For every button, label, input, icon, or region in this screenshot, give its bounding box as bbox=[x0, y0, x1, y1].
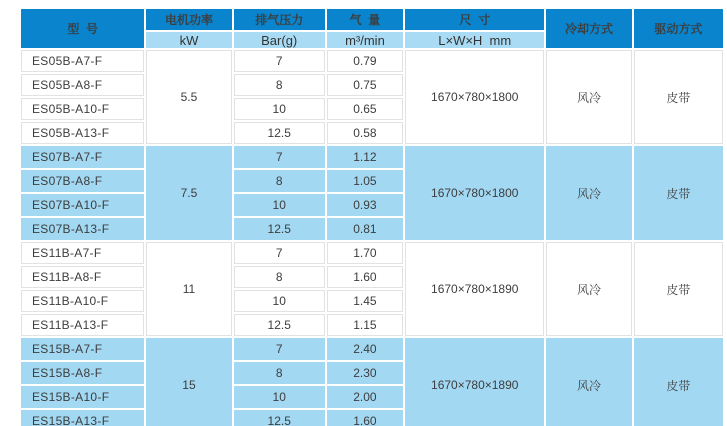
drive-cell: 皮带 bbox=[634, 242, 723, 336]
cooling-cell: 风冷 bbox=[546, 146, 631, 240]
power-cell: 5.5 bbox=[146, 50, 231, 144]
volume-cell: 2.30 bbox=[327, 362, 403, 384]
cooling-cell: 风冷 bbox=[546, 242, 631, 336]
pressure-cell: 7 bbox=[234, 146, 325, 168]
model-cell: ES05B-A7-F bbox=[21, 50, 144, 72]
volume-cell: 1.70 bbox=[327, 242, 403, 264]
table-row bbox=[21, 50, 723, 72]
col-header-drive-method: 驱动方式 bbox=[634, 9, 723, 48]
power-cell: 15 bbox=[146, 338, 231, 426]
col-header-dimensions: 尺 寸 bbox=[405, 9, 544, 30]
col-header-model: 型 号 bbox=[21, 9, 144, 48]
pressure-cell: 10 bbox=[234, 386, 325, 408]
compressor-spec-table bbox=[19, 7, 725, 426]
header-row-main bbox=[21, 9, 723, 30]
drive-cell: 皮带 bbox=[634, 338, 723, 426]
model-cell: ES05B-A13-F bbox=[21, 122, 144, 144]
volume-cell: 1.45 bbox=[327, 290, 403, 312]
volume-cell: 1.60 bbox=[327, 410, 403, 426]
drive-cell: 皮带 bbox=[634, 146, 723, 240]
cooling-cell: 风冷 bbox=[546, 338, 631, 426]
model-cell: ES11B-A10-F bbox=[21, 290, 144, 312]
model-cell: ES07B-A13-F bbox=[21, 218, 144, 240]
volume-cell: 1.12 bbox=[327, 146, 403, 168]
power-cell: 11 bbox=[146, 242, 231, 336]
model-cell: ES05B-A8-F bbox=[21, 74, 144, 96]
unit-lwh-mm: L×W×H mm bbox=[405, 32, 544, 48]
pressure-cell: 10 bbox=[234, 98, 325, 120]
pressure-cell: 12.5 bbox=[234, 122, 325, 144]
pressure-cell: 8 bbox=[234, 362, 325, 384]
table-row bbox=[21, 338, 723, 360]
spec-table-container bbox=[19, 7, 725, 426]
col-header-discharge-pressure: 排气压力 bbox=[234, 9, 325, 30]
volume-cell: 0.75 bbox=[327, 74, 403, 96]
model-cell: ES15B-A13-F bbox=[21, 410, 144, 426]
model-cell: ES05B-A10-F bbox=[21, 98, 144, 120]
volume-cell: 2.40 bbox=[327, 338, 403, 360]
pressure-cell: 7 bbox=[234, 338, 325, 360]
model-cell: ES15B-A10-F bbox=[21, 386, 144, 408]
model-cell: ES15B-A7-F bbox=[21, 338, 144, 360]
volume-cell: 1.15 bbox=[327, 314, 403, 336]
model-cell: ES07B-A7-F bbox=[21, 146, 144, 168]
volume-cell: 1.05 bbox=[327, 170, 403, 192]
volume-cell: 0.81 bbox=[327, 218, 403, 240]
volume-cell: 0.65 bbox=[327, 98, 403, 120]
col-header-cooling-method: 冷却方式 bbox=[546, 9, 631, 48]
model-cell: ES07B-A10-F bbox=[21, 194, 144, 216]
unit-bar: Bar(g) bbox=[234, 32, 325, 48]
model-cell: ES11B-A7-F bbox=[21, 242, 144, 264]
model-cell: ES11B-A8-F bbox=[21, 266, 144, 288]
pressure-cell: 8 bbox=[234, 170, 325, 192]
volume-cell: 0.93 bbox=[327, 194, 403, 216]
model-cell: ES07B-A8-F bbox=[21, 170, 144, 192]
size-cell: 1670×780×1890 bbox=[405, 338, 544, 426]
table-row bbox=[21, 146, 723, 168]
size-cell: 1670×780×1800 bbox=[405, 146, 544, 240]
model-cell: ES11B-A13-F bbox=[21, 314, 144, 336]
volume-cell: 2.00 bbox=[327, 386, 403, 408]
pressure-cell: 12.5 bbox=[234, 410, 325, 426]
volume-cell: 1.60 bbox=[327, 266, 403, 288]
pressure-cell: 7 bbox=[234, 242, 325, 264]
pressure-cell: 10 bbox=[234, 194, 325, 216]
pressure-cell: 8 bbox=[234, 266, 325, 288]
pressure-cell: 12.5 bbox=[234, 314, 325, 336]
model-cell: ES15B-A8-F bbox=[21, 362, 144, 384]
table-row bbox=[21, 242, 723, 264]
unit-kw: kW bbox=[146, 32, 231, 48]
pressure-cell: 7 bbox=[234, 50, 325, 72]
unit-m3min: m³/min bbox=[327, 32, 403, 48]
size-cell: 1670×780×1800 bbox=[405, 50, 544, 144]
drive-cell: 皮带 bbox=[634, 50, 723, 144]
pressure-cell: 10 bbox=[234, 290, 325, 312]
col-header-air-volume: 气 量 bbox=[327, 9, 403, 30]
pressure-cell: 12.5 bbox=[234, 218, 325, 240]
size-cell: 1670×780×1890 bbox=[405, 242, 544, 336]
volume-cell: 0.79 bbox=[327, 50, 403, 72]
cooling-cell: 风冷 bbox=[546, 50, 631, 144]
power-cell: 7.5 bbox=[146, 146, 231, 240]
col-header-motor-power: 电机功率 bbox=[146, 9, 231, 30]
pressure-cell: 8 bbox=[234, 74, 325, 96]
volume-cell: 0.58 bbox=[327, 122, 403, 144]
